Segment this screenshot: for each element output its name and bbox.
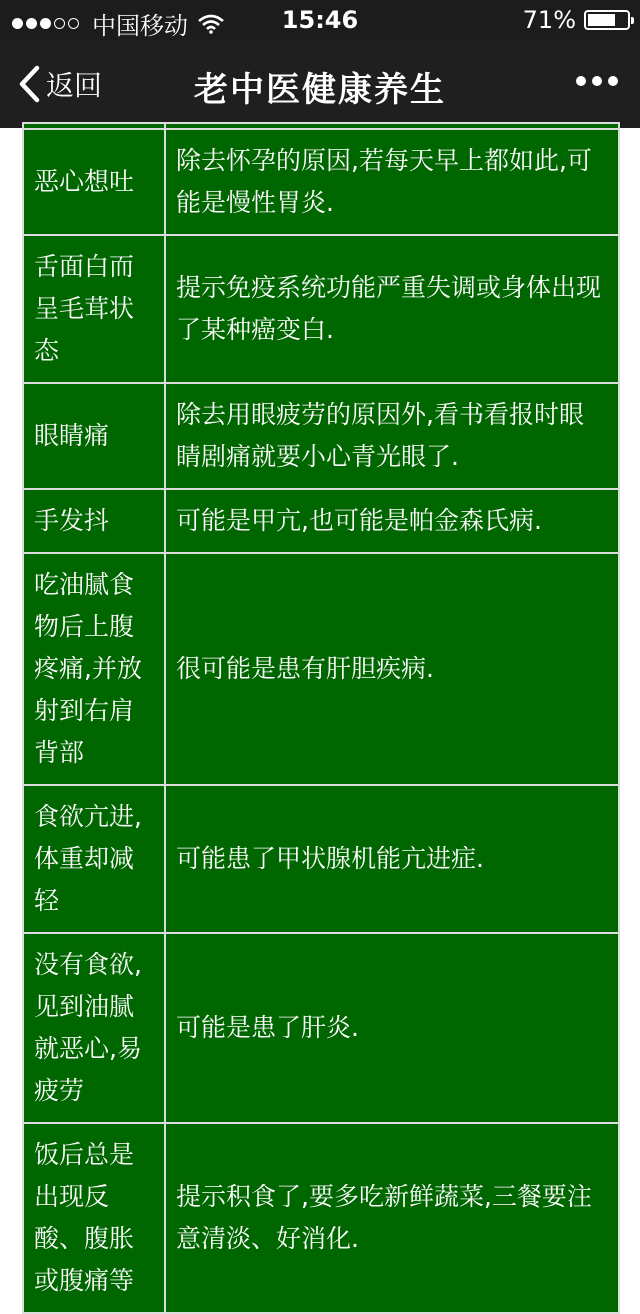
symptom-cell: 饭后总是出现反酸、腹胀或腹痛等 xyxy=(23,1123,165,1313)
symptom-table xyxy=(22,122,620,1314)
status-bar xyxy=(0,0,640,40)
article-content[interactable] xyxy=(0,128,640,1295)
table-row xyxy=(23,785,619,933)
table-row xyxy=(23,235,619,383)
symptom-cell: 恶心想吐 xyxy=(23,129,165,235)
status-time: 15:46 xyxy=(281,6,359,34)
meaning-cell: 可能是患了肝炎. xyxy=(165,933,619,1123)
table-row xyxy=(23,1123,619,1313)
meaning-cell: 提示积食了,要多吃新鲜蔬菜,三餐要注意清淡、好消化. xyxy=(165,1123,619,1313)
meaning-cell: 除去怀孕的原因,若每天早上都如此,可能是慢性胃炎. xyxy=(165,129,619,235)
symptom-cell: 眼睛痛 xyxy=(23,383,165,489)
table-row xyxy=(23,553,619,785)
meaning-cell: 除去用眼疲劳的原因外,看书看报时眼睛剧痛就要小心青光眼了. xyxy=(165,383,619,489)
table-row xyxy=(23,129,619,235)
carrier-name: 中国移动 xyxy=(92,12,188,40)
table-row xyxy=(23,489,619,553)
table-row xyxy=(23,933,619,1123)
back-label: 返回 xyxy=(46,69,103,102)
symptom-cell: 手发抖 xyxy=(23,489,165,553)
meaning-cell: 可能是甲亢,也可能是帕金森氏病. xyxy=(165,489,619,553)
more-dots-icon[interactable] xyxy=(570,76,618,86)
meaning-cell: 很可能是患有肝胆疾病. xyxy=(165,553,619,785)
symptom-cell: 没有食欲,见到油腻就恶心,易疲劳 xyxy=(23,933,165,1123)
battery-icon xyxy=(584,10,630,30)
meaning-cell: 提示免疫系统功能严重失调或身体出现了某种癌变白. xyxy=(165,235,619,383)
symptom-cell: 舌面白而呈毛茸状态 xyxy=(23,235,165,383)
table-row xyxy=(23,383,619,489)
page-title: 老中医健康养生 xyxy=(194,70,446,110)
symptom-cell: 吃油腻食物后上腹疼痛,并放射到右肩背部 xyxy=(23,553,165,785)
symptom-cell: 食欲亢进,体重却减轻 xyxy=(23,785,165,933)
battery-percent: 71% xyxy=(522,6,576,34)
nav-bar xyxy=(0,40,640,128)
status-right xyxy=(523,6,630,34)
meaning-cell: 可能患了甲状腺机能亢进症. xyxy=(165,785,619,933)
